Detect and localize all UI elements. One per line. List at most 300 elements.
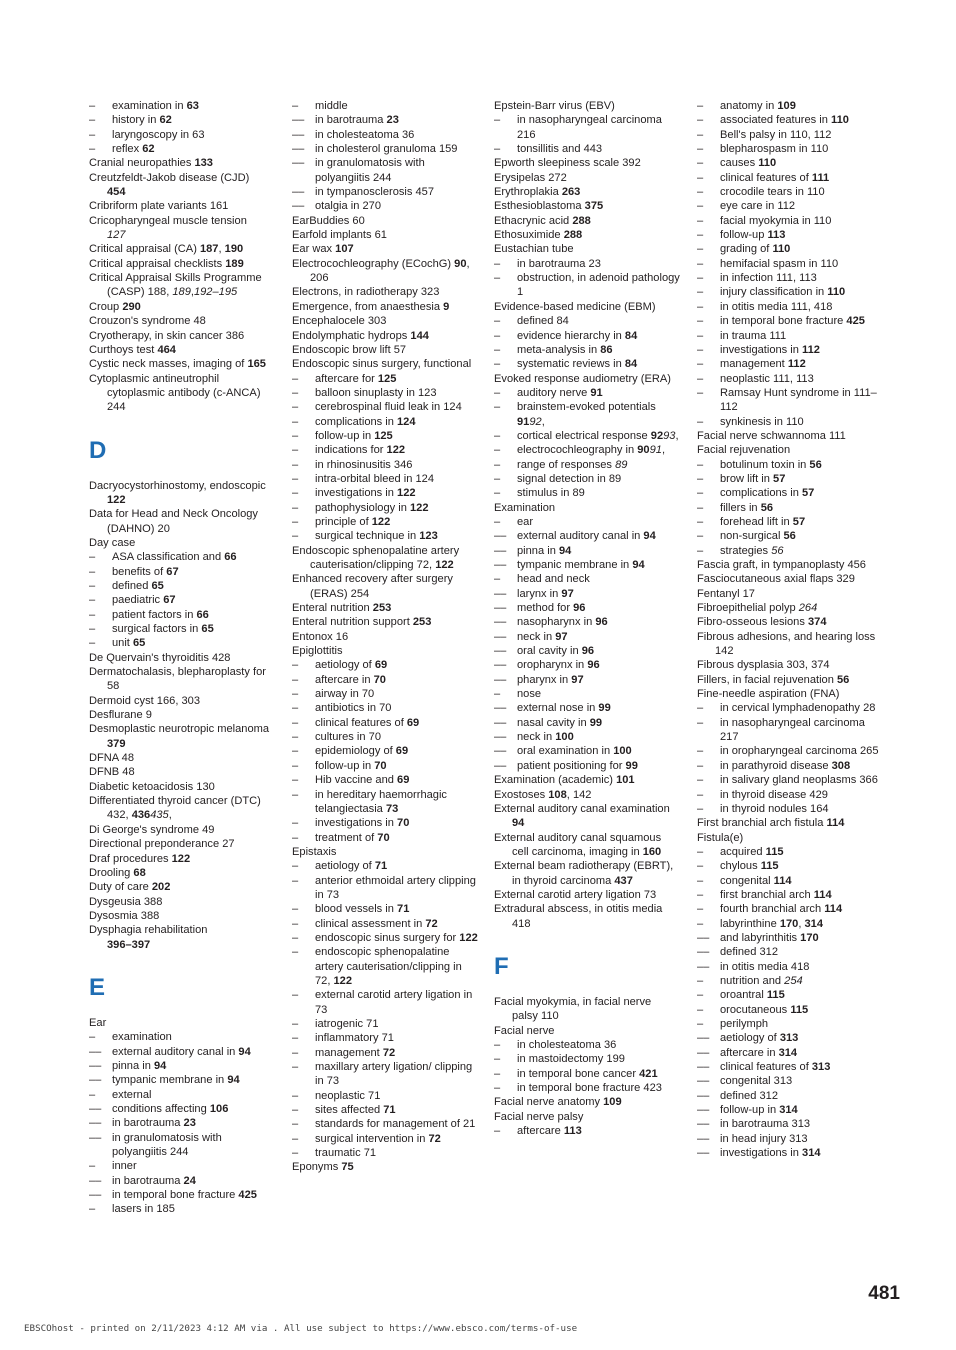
index-subentry [494,687,680,701]
entry-text: pharynx in [517,673,572,686]
index-subentry [494,343,680,357]
entry-text: DFNA 48 [89,752,135,765]
index-entry [494,242,680,256]
entry-text: First branchial arch fistula [697,817,827,830]
entry-text: injury classification in [720,286,828,299]
entry-dash: –– [494,716,507,729]
entry-dash: – [292,731,299,744]
entry-text: stimulus in 89 [517,487,585,500]
entry-text: Desflurane 9 [89,709,152,722]
entry-dash: – [292,673,299,686]
entry-text: Fascia graft, in tympanoplasty 456 [697,559,866,571]
entry-text: investigations in [315,817,398,830]
index-entry [89,651,275,665]
entry-dash: – [697,774,704,787]
index-subsubentry [89,1102,275,1116]
entry-dash: – [697,788,704,801]
entry-text: ASA classification and [112,551,225,564]
page-reference-bold: 170 [779,917,799,930]
index-entry [292,285,478,299]
entry-dash: –– [494,602,507,615]
entry-text: oral cavity in [517,645,582,658]
page-reference-bold: 109 [777,100,796,112]
entry-text: follow-up [720,229,768,242]
page-reference-bold: 122 [107,493,126,506]
index-entry [697,658,883,672]
entry-text: cortical electrical response [517,429,651,442]
index-subentry [292,1017,478,1031]
index-entry [89,780,275,794]
entry-text: patient positioning for [517,759,626,772]
page-reference-bold: 100 [613,745,632,758]
entry-text: in temporal bone fracture 423 [517,1082,662,1094]
entry-text: Earfold implants 61 [292,229,387,242]
entry-text: Ethosuximide [494,229,564,242]
entry-dash: – [292,1089,299,1102]
index-entry [89,507,275,536]
page-reference-bold: 112 [787,358,806,371]
page-reference-bold: 122 [409,501,429,514]
page-reference-bold: 9 [443,300,450,313]
entry-dash: – [697,515,704,528]
index-subentry [292,1089,478,1103]
page-reference-bold: 114 [813,888,832,901]
entry-dash: – [292,931,299,944]
entry-text: external [112,1088,152,1101]
index-entry [89,722,275,751]
entry-dash: – [89,1160,96,1173]
entry-text: in oropharyngeal carcinoma 265 [720,745,879,758]
index-entry [697,587,883,601]
entry-text: endoscopic sinus surgery for [315,931,460,944]
page-reference-bold: 57 [802,487,815,500]
index-entry [89,271,275,300]
entry-text: Evoked response audiometry (ERA) [494,372,671,385]
page-reference-bold: 70 [373,673,386,686]
entry-dash: – [292,1132,299,1145]
page-reference-bold: 84 [624,358,638,371]
index-entry [89,794,275,823]
entry-dash: – [494,458,501,471]
entry-dash: –– [89,1174,102,1187]
entry-text: treatment of [315,831,378,844]
index-subsubentry [494,759,680,773]
entry-dash: – [494,401,501,414]
entry-text: cerebrospinal fluid leak in 124 [315,401,462,414]
entry-text: hemifacial spasm in 110 [720,257,839,270]
entry-dash: – [494,444,501,457]
page-reference-bold: 113 [563,1125,582,1138]
entry-text: crocodile tears in 110 [720,186,825,199]
page-reference-italic: 189 [172,286,191,299]
page-number: 481 [868,1283,900,1304]
page-reference-italic: 127 [107,229,126,242]
index-subsubentry [494,701,680,715]
index-subentry [89,593,275,607]
index-subentry [697,228,883,242]
index-entry [89,156,275,170]
entry-text: in mastoidectomy 199 [517,1053,625,1066]
entry-dash: –– [494,544,507,557]
entry-text: External carotid artery ligation 73 [494,888,657,901]
index-subentry [292,788,478,817]
page-reference-bold: 24 [183,1174,196,1187]
page-reference-bold: 111 [811,171,830,184]
index-entry [697,673,883,687]
index-entry [494,831,680,860]
index-subentry [89,99,275,113]
index-subentry [697,271,883,285]
entry-text: synkinesis in 110 [720,415,804,428]
entry-text: Eustachian tube [494,243,574,256]
entry-text: Diabetic ketoacidosis 130 [89,780,215,793]
entry-dash: – [697,114,704,127]
entry-dash: – [494,315,501,328]
index-subentry [697,458,883,472]
page-reference-bold: 113 [767,229,786,242]
index-entry [89,866,275,880]
entry-text: perilymph [720,1018,769,1030]
entry-dash: –– [89,1117,102,1130]
index-subsubentry [697,1074,883,1088]
page-reference-bold: 70 [374,759,387,772]
index-entry [89,329,275,343]
entry-text: Creutzfeldt-Jakob disease (CJD) [89,171,250,184]
entry-text: Examination [494,501,556,514]
entry-dash: – [697,530,704,543]
page-reference-bold: 94 [227,1074,240,1087]
entry-dash: – [697,200,704,213]
entry-text: External auditory canal examination [494,802,670,815]
index-entry [494,300,680,314]
entry-dash: –– [494,759,507,772]
index-entry [89,708,275,722]
index-subentry [292,744,478,758]
entry-dash: –– [494,630,507,643]
page-reference-bold: 253 [372,602,392,615]
page-reference-bold: 109 [603,1096,622,1109]
index-entry [89,479,275,508]
entry-text: in barotrauma [112,1174,184,1187]
entry-text: Dysgeusia 388 [89,895,163,908]
entry-text: Facial nerve schwannoma 111 [697,429,846,442]
page-reference-bold: 99 [598,702,611,715]
page-reference-bold: 122 [397,487,416,500]
page-reference-italic: 56 [771,544,784,557]
index-subentry [697,701,883,715]
entry-text: Electrocochleography (ECochG) [292,257,455,270]
index-subentry [697,142,883,156]
page-reference-bold: 94 [512,817,525,830]
entry-text: neoplastic 111, 113 [720,372,814,385]
index-subsubentry [494,544,680,558]
index-entry [89,895,275,909]
entry-text: Fillers, in facial rejuvenation [697,673,837,686]
entry-text: evidence hierarchy in [517,329,625,342]
entry-text: Hib vaccine and [315,774,398,787]
index-subentry [697,544,883,558]
entry-dash: – [494,386,501,399]
entry-dash: – [292,860,299,873]
entry-text: Facial nerve palsy [494,1110,584,1123]
entry-text: Cricopharyngeal muscle tension [89,214,247,227]
index-subsubentry [494,744,680,758]
index-subsubentry [89,1188,275,1202]
entry-text: blood vessels in [315,903,398,916]
entry-text: Dysosmia 388 [89,909,160,922]
index-subentry [494,486,680,500]
page-reference-italic: 89 [615,458,628,471]
entry-text: Extradural abscess, in otitis media 418 [494,903,663,930]
entry-text: nose [517,688,542,701]
index-subsubentry [494,587,680,601]
entry-dash: – [89,128,96,141]
entry-text: complications in [720,487,803,500]
page-reference-separator: , [798,917,805,930]
entry-text: examination [112,1031,172,1044]
entry-dash: – [697,157,704,170]
entry-text: Dysphagia rehabilitation [89,924,208,937]
entry-dash: – [494,472,501,485]
index-subentry [89,113,275,127]
index-subentry [292,443,478,457]
entry-dash: – [697,888,704,901]
page-reference-bold: 454 [107,186,126,199]
index-entry [292,300,478,314]
index-entry [494,1110,680,1124]
entry-dash: – [697,372,704,385]
entry-dash: – [697,487,704,500]
index-subsubentry [697,931,883,945]
entry-text: Esthesioblastoma [494,200,585,213]
entry-text: nasal cavity in [517,716,590,729]
index-subsubentry [89,1174,275,1188]
entry-text: Cranial neuropathies [89,157,195,170]
entry-text: defined [112,579,152,592]
index-subentry [697,329,883,343]
entry-text: Facial nerve anatomy [494,1096,604,1109]
entry-dash: – [494,688,501,701]
entry-dash: – [292,688,299,701]
page-reference-bold: 71 [397,903,410,916]
page-reference-bold: 62 [159,114,172,127]
entry-text: Epiglottitis [292,645,343,658]
index-subentry [697,788,883,802]
entry-text: middle [315,100,348,112]
index-subentry [697,343,883,357]
page-reference-bold: 133 [194,157,213,170]
index-entry [89,257,275,271]
entry-dash: – [697,544,704,557]
index-subsubentry [292,113,478,127]
entry-dash: –– [494,587,507,600]
page-reference-bold: 314 [804,917,824,930]
index-entry [292,572,478,601]
index-entry [89,765,275,779]
index-subentry [89,1030,275,1044]
entry-text: Facial nerve [494,1024,555,1037]
entry-text: principle of [315,515,372,528]
index-subentry [494,400,680,429]
entry-text: benefits of [112,565,167,578]
index-subentry [494,515,680,529]
entry-dash: –– [89,1189,102,1202]
index-entry [292,544,478,573]
entry-dash: – [89,114,96,127]
page-reference-bold: 71 [374,860,388,873]
entry-dash: – [697,143,704,156]
entry-dash: –– [89,1074,102,1087]
index-subentry [494,443,680,457]
entry-text: aftercare in [315,673,374,686]
entry-text: Dermoid cyst 166, 303 [89,694,200,707]
index-subentry [697,501,883,515]
entry-text: epidemiology of [315,745,396,758]
entry-text: in nasopharyngeal carcinoma 217 [720,716,865,744]
index-subentry [292,1146,478,1160]
entry-text: labyrinthine [720,917,780,930]
index-subentry [697,314,883,328]
page-reference-bold: 123 [419,530,438,543]
entry-dash: – [292,774,299,787]
section-letter-heading: D [89,436,107,464]
entry-text: facial myokymia in 110 [720,214,832,227]
entry-dash: – [292,1061,299,1074]
entry-text: indications for [315,444,387,457]
page-reference-bold: 91 [590,386,603,399]
entry-dash: – [292,831,299,844]
page-reference-bold: 97 [561,587,574,600]
index-entry [494,99,680,113]
entry-text: external carotid artery ligation in 73 [315,989,473,1016]
index-subentry [292,415,478,429]
page-reference-bold: 107 [335,243,354,256]
index-entry [697,572,883,586]
page-reference-italic: 254 [784,974,803,987]
index-subsubentry [89,1073,275,1087]
entry-text: in otitis media 418 [720,960,810,973]
entry-dash: – [494,515,501,528]
entry-text: laryngoscopy in 63 [112,128,205,141]
entry-dash: – [697,257,704,270]
index-subentry [292,902,478,916]
entry-text: in salivary gland neoplasms 366 [720,774,878,787]
page-reference-bold: 115 [790,1003,809,1016]
page-reference-bold: 374 [808,616,827,629]
entry-text: chylous [720,860,761,873]
entry-dash: –– [292,143,305,156]
entry-text: in barotrauma [315,114,387,127]
page-reference-bold: 57 [773,472,786,485]
index-subentry [697,917,883,931]
entry-text: and labyrinthitis [720,931,801,944]
entry-text: Ramsay Hunt syndrome in 111–112 [720,386,877,414]
page-reference-bold: 122 [435,559,454,571]
entry-dash: –– [494,616,507,629]
index-subentry [89,128,275,142]
entry-dash: – [292,1104,299,1117]
entry-text: management [720,358,788,371]
page-reference-bold: 112 [802,343,820,356]
entry-dash: – [292,716,299,729]
entry-text: surgical intervention in [315,1132,429,1145]
index-entry [89,923,275,952]
index-subentry [697,185,883,199]
index-subentry [494,314,680,328]
index-subentry [292,429,478,443]
index-entry [494,501,680,515]
page-reference-bold: 66 [196,608,209,621]
index-entry [494,214,680,228]
entry-dash: – [697,1018,704,1030]
index-entry [89,880,275,894]
index-subentry [89,636,275,650]
entry-text: Differentiated thyroid cancer (DTC) 432, [89,795,261,822]
page-reference-bold: 97 [555,630,568,643]
entry-dash: – [697,415,704,428]
entry-dash: – [697,903,704,916]
index-entry [89,343,275,357]
index-entry [89,751,275,765]
entry-dash: – [494,1125,501,1138]
index-subsubentry [494,658,680,672]
entry-dash: – [89,579,96,592]
page-reference-bold: 90 [454,257,467,270]
index-subentry [697,171,883,185]
entry-text: signal detection in 89 [517,472,622,485]
entry-text: Entonox 16 [292,630,349,643]
entry-text: in temporal bone cancer [517,1067,640,1080]
entry-dash: –– [697,1061,710,1074]
entry-text: fillers in [720,501,761,514]
index-subsubentry [697,1031,883,1045]
page-reference-bold: 94 [643,530,656,543]
index-subsubentry [292,142,478,156]
entry-dash: –– [697,946,710,959]
entry-text: Epstein-Barr virus (EBV) [494,100,615,112]
entry-dash: – [494,573,501,586]
entry-text: management [315,1046,383,1059]
page-reference-bold: 91 [517,415,530,428]
index-subentry [697,1003,883,1017]
index-subsubentry [697,945,883,959]
page-reference-bold: 69 [397,774,410,787]
index-entry [494,171,680,185]
entry-dash: – [697,229,704,242]
page-reference-bold: 122 [171,852,191,865]
page-reference-italic: 264 [798,602,818,615]
entry-dash: –– [494,702,507,715]
page-reference-bold: 115 [766,989,785,1002]
entry-dash: –– [697,1118,710,1131]
index-subentry [494,257,680,271]
footer-notice: EBSCOhost - printed on 2/11/2023 4:12 AM via . All use subject to https://www.ebsco.com/terms-of-use [24,1323,578,1334]
entry-text: oropharynx in [517,659,588,672]
index-entry [494,372,680,386]
page-reference-bold: 379 [107,737,126,750]
entry-text: external nose in [517,702,599,715]
index-subentry [697,486,883,500]
index-entry [89,199,275,213]
entry-text: Cryotherapy, in skin cancer 386 [89,329,245,342]
entry-text: in granulomatosis with polyangiitis 244 [315,157,425,184]
index-subentry [292,372,478,386]
index-subentry [697,529,883,543]
entry-dash: – [697,874,704,887]
entry-text: aftercare in [720,1046,779,1059]
index-subentry [697,759,883,773]
index-entry [292,615,478,629]
